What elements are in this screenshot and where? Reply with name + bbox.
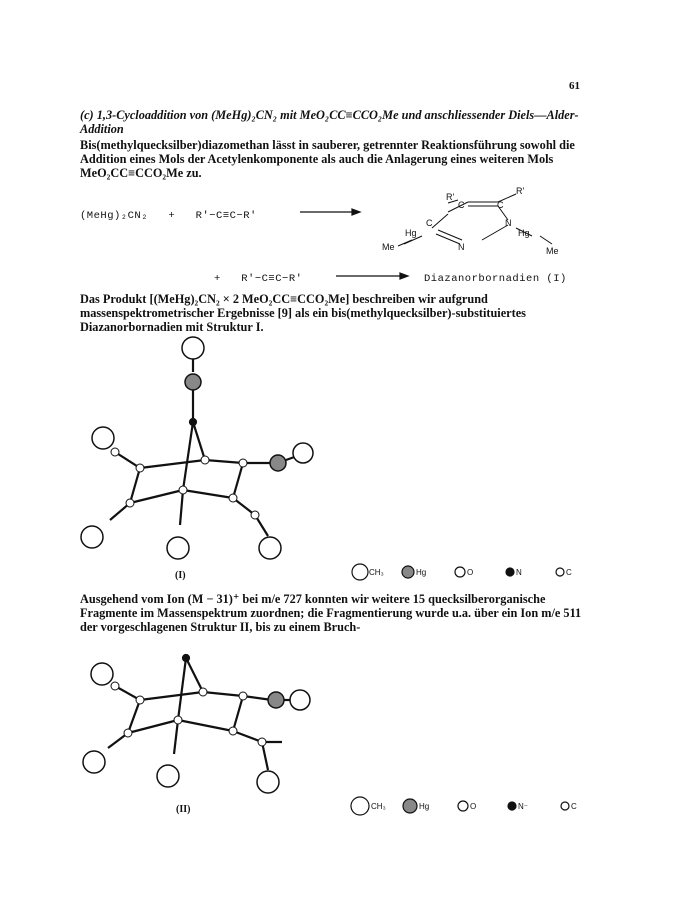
legend-2-c: C xyxy=(571,802,577,811)
paragraph-2: Das Produkt [(MeHg)₂CN₂ × 2 MeO₂CC≡CCO₂Me] beschreiben wir aufgrund massenspektrometrischer Ergebnisse [9] als ein bis(methylquecksilber)-substituiertes Diazanorbornadien mit Struktur I. xyxy=(80,292,526,334)
hg-atom xyxy=(268,692,284,708)
legend-2-o: O xyxy=(470,802,477,811)
label-n-right: N xyxy=(505,218,512,228)
c-atom xyxy=(229,494,237,502)
label-n-bottom: N xyxy=(458,242,465,252)
ch3-atom xyxy=(157,765,179,787)
reactant-2: R'−C≡C−R' xyxy=(195,210,257,222)
plus-sign: + xyxy=(168,210,176,222)
label-c-left: C xyxy=(426,218,433,228)
ch3-atom xyxy=(182,337,204,359)
paragraph-3: Ausgehend vom Ion (M − 31)⁺ bei m/e 727 konnten wir weitere 15 quecksilberorganische Fragmente im Massenspektrum zuordnen; die Fragmentierung wurde u.a. über ein Ion m/e 511 der vorgeschlagenen Struktur II, bis zu einem Bruch- xyxy=(80,592,582,634)
legend-1-hg: Hg xyxy=(416,568,427,577)
paragraph-1: Bis(methylquecksilber)diazomethan lässt in sauberer, getrennter Reaktionsführung sowohl die Addition eines Mols der Acetylenkomponente als auch die Anlagerung eines weiteren Mols MeO₂CC≡CCO₂Me zu. xyxy=(80,138,575,180)
structure-2-label: (II) xyxy=(176,804,191,815)
ch3-atom xyxy=(91,663,113,685)
legend-hg-symbol xyxy=(402,566,414,578)
reaction-arrow-1 xyxy=(300,209,360,215)
c-atom xyxy=(179,486,187,494)
legend-n-symbol xyxy=(506,568,514,576)
label-hg-left: Hg xyxy=(405,228,417,238)
label-me-right: Me xyxy=(546,246,559,256)
hg-atom xyxy=(270,455,286,471)
c-atom xyxy=(126,499,134,507)
legend-hg-symbol xyxy=(403,799,417,813)
legend-ch3-symbol xyxy=(351,797,369,815)
legend-c-symbol xyxy=(556,568,564,576)
hg-atom xyxy=(185,374,201,390)
step2-plus: + xyxy=(214,273,221,285)
legend-n-symbol xyxy=(508,802,516,810)
molecule-structure-1 xyxy=(81,337,313,559)
c-atom xyxy=(201,456,209,464)
c-atom xyxy=(136,464,144,472)
ch3-atom xyxy=(83,751,105,773)
legend-o-symbol xyxy=(455,567,465,577)
c-atom xyxy=(174,716,182,724)
label-me-left: Me xyxy=(382,242,395,252)
o-atom xyxy=(111,682,119,690)
page-number: 61 xyxy=(569,80,580,92)
ch3-atom xyxy=(257,771,279,793)
legend-ch3-symbol xyxy=(352,564,368,580)
c-atom xyxy=(124,729,132,737)
legend-2-ch3: CH₃ xyxy=(371,802,386,811)
ch3-atom xyxy=(259,537,281,559)
o-atom xyxy=(111,448,119,456)
ch3-atom xyxy=(92,427,114,449)
label-r-right: R' xyxy=(516,186,525,196)
ch3-atom xyxy=(290,690,310,710)
label-c-top-left: C xyxy=(458,200,465,210)
pyrazoline-product xyxy=(398,194,552,246)
c-atom xyxy=(136,696,144,704)
label-r-left: R' xyxy=(446,192,455,202)
legend-o-symbol xyxy=(458,801,468,811)
legend-1-c: C xyxy=(566,568,572,577)
o-atom xyxy=(258,738,266,746)
legend-2-hg: Hg xyxy=(419,802,430,811)
step2-product: Diazanorbornadien (I) xyxy=(424,273,567,285)
label-c-top-right: C xyxy=(497,200,504,210)
ch3-atom xyxy=(167,537,189,559)
legend-2-n: N⁻ xyxy=(518,802,528,811)
legend-1-o: O xyxy=(467,568,474,577)
molecule-structure-2 xyxy=(83,655,310,793)
c-atom xyxy=(199,688,207,696)
ch3-atom xyxy=(293,443,313,463)
reaction-arrow-2 xyxy=(336,273,408,279)
c-atom xyxy=(229,727,237,735)
ch3-atom xyxy=(81,526,103,548)
step2-reactant: R'−C≡C−R' xyxy=(241,273,303,285)
legend-1-n: N xyxy=(516,568,522,577)
structure-1-label: (I) xyxy=(175,570,186,581)
c-atom xyxy=(239,692,247,700)
label-hg-right: Hg xyxy=(518,228,530,238)
legend-1-ch3: CH₃ xyxy=(369,568,384,577)
c-atom xyxy=(239,459,247,467)
reactant-1: (MeHg)₂CN₂ xyxy=(80,210,149,222)
section-heading: (c) 1,3-Cycloaddition von (MeHg)₂CN₂ mit MeO₂CC≡CCO₂Me und anschliessender Diels—Alder-Addition xyxy=(80,108,579,136)
o-atom xyxy=(251,511,259,519)
legend-c-symbol xyxy=(561,802,569,810)
